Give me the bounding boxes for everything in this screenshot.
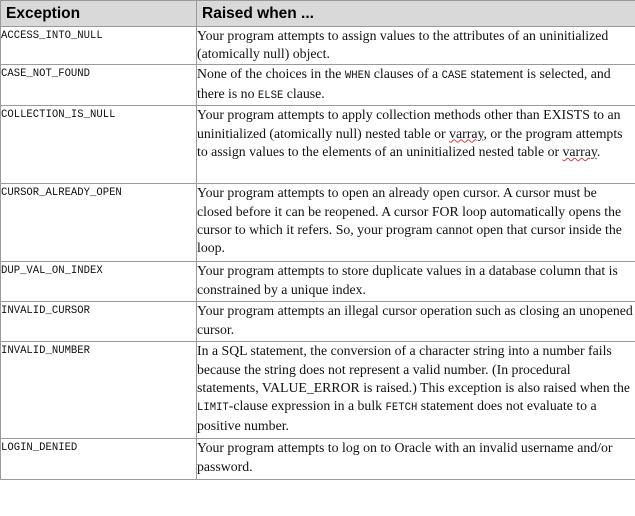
header-raised-when-label: Raised when ...: [202, 5, 314, 22]
exception-name: COLLECTION_IS_NULL: [1, 106, 197, 184]
code-keyword: CASE: [441, 70, 468, 82]
exception-name: LOGIN_DENIED: [1, 439, 197, 480]
table-row: [1, 184, 635, 262]
exception-description: Your program attempts to log on to Oracle with an invalid username and/or password.: [197, 439, 635, 480]
header-exception: [1, 1, 197, 27]
exception-name: CURSOR_ALREADY_OPEN: [1, 184, 197, 262]
table-row: [1, 27, 635, 65]
header-exception-label: Exception: [6, 5, 81, 22]
table-row: [1, 302, 635, 342]
exception-name: ACCESS_INTO_NULL: [1, 27, 197, 65]
table-row: [1, 65, 635, 106]
exception-description: Your program attempts to assign values to the attributes of an uninitialized (atomically null) object.: [197, 27, 635, 65]
exception-name: INVALID_NUMBER: [1, 342, 197, 439]
spellcheck-word: varray: [562, 143, 597, 159]
code-keyword: FETCH: [385, 402, 418, 415]
header-row: [1, 1, 635, 27]
code-keyword: LIMIT: [197, 402, 229, 415]
spellcheck-word: varray: [449, 125, 484, 141]
exception-description: Your program attempts to store duplicate values in a database column that is constrained by a unique index.: [197, 262, 635, 302]
table-row: [1, 342, 635, 439]
code-keyword: WHEN: [344, 70, 371, 82]
exception-name: INVALID_CURSOR: [1, 302, 197, 342]
table-row: [1, 439, 635, 480]
exception-description: Your program attempts to open an already open cursor. A cursor must be closed before it can be reopened. A cursor FOR loop automatically opens the cursor to which it refers. So, your program cannot open that cursor inside the loop.: [197, 184, 635, 262]
exception-description: In a SQL statement, the conversion of a character string into a number fails because the string does not represent a valid number. (In procedural statements, VALUE_ERROR is raised.) This exception is also raised when the LIMIT-clause expression in a bulk FETCH statement does not evaluate to a positive number.: [197, 342, 635, 439]
table-row: [1, 262, 635, 302]
exception-name: CASE_NOT_FOUND: [1, 65, 197, 106]
exception-name: DUP_VAL_ON_INDEX: [1, 262, 197, 302]
exception-description: None of the choices in the WHEN clauses of a CASE statement is selected, and there is no ELSE clause.: [197, 65, 635, 106]
exception-description: Your program attempts an illegal cursor operation such as closing an unopened cursor.: [197, 302, 635, 342]
exception-description: Your program attempts to apply collection methods other than EXISTS to an uninitialized (atomically null) nested table or varray, or the program attempts to assign values to the elements of an uninitialized nested table or varray.: [197, 106, 635, 184]
table-row: [1, 106, 635, 184]
header-raised-when: [197, 1, 635, 27]
code-keyword: ELSE: [257, 90, 284, 103]
